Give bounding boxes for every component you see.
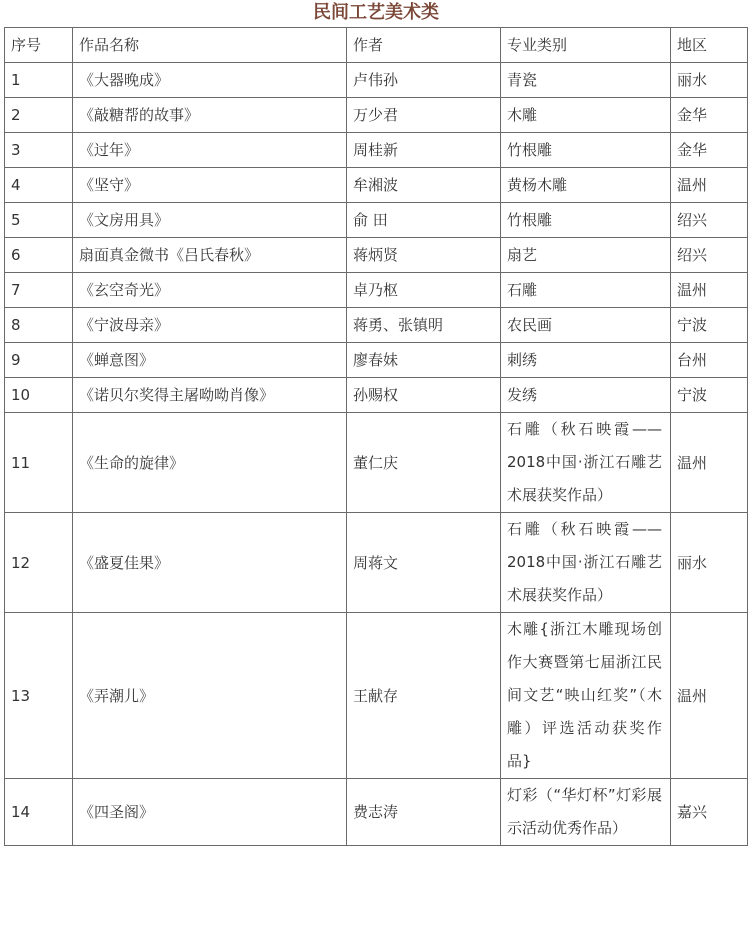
cell-category: 木雕{浙江木雕现场创作大赛暨第七届浙江民间文艺“映山红奖”（木雕）评选活动获奖作品} bbox=[501, 613, 671, 779]
cell-author: 董仁庆 bbox=[347, 413, 501, 513]
cell-work: 《生命的旋律》 bbox=[73, 413, 347, 513]
cell-work: 《四圣阁》 bbox=[73, 779, 347, 846]
cell-work: 扇面真金微书《吕氏春秋》 bbox=[73, 238, 347, 273]
table-header-row bbox=[5, 28, 748, 63]
cell-no: 7 bbox=[5, 273, 73, 308]
cell-category: 石雕（秋石映霞——2018中国·浙江石雕艺术展获奖作品） bbox=[501, 513, 671, 613]
table-body bbox=[5, 28, 748, 846]
cell-category: 灯彩（“华灯杯”灯彩展示活动优秀作品） bbox=[501, 779, 671, 846]
cell-work: 《诺贝尔奖得主屠呦呦肖像》 bbox=[73, 378, 347, 413]
cell-category: 木雕 bbox=[501, 98, 671, 133]
cell-category: 农民画 bbox=[501, 308, 671, 343]
table-title: 民间工艺美术类 bbox=[313, 2, 439, 23]
table-row bbox=[5, 203, 748, 238]
cell-region: 温州 bbox=[671, 273, 748, 308]
cell-no: 3 bbox=[5, 133, 73, 168]
table-row bbox=[5, 343, 748, 378]
cell-author: 蒋炳贤 bbox=[347, 238, 501, 273]
cell-no: 8 bbox=[5, 308, 73, 343]
cell-work: 《蝉意图》 bbox=[73, 343, 347, 378]
table-row bbox=[5, 168, 748, 203]
cell-work: 《坚守》 bbox=[73, 168, 347, 203]
cell-no: 13 bbox=[5, 613, 73, 779]
table-row bbox=[5, 133, 748, 168]
table-row bbox=[5, 273, 748, 308]
table-row bbox=[5, 779, 748, 846]
header-cell-work: 作品名称 bbox=[73, 28, 347, 63]
cell-region: 温州 bbox=[671, 413, 748, 513]
header-cell-author: 作者 bbox=[347, 28, 501, 63]
cell-region: 丽水 bbox=[671, 513, 748, 613]
cell-no: 9 bbox=[5, 343, 73, 378]
table-row bbox=[5, 63, 748, 98]
cell-author: 廖春妹 bbox=[347, 343, 501, 378]
table-row bbox=[5, 98, 748, 133]
cell-region: 金华 bbox=[671, 98, 748, 133]
cell-category: 黄杨木雕 bbox=[501, 168, 671, 203]
cell-work: 《玄空奇光》 bbox=[73, 273, 347, 308]
cell-no: 10 bbox=[5, 378, 73, 413]
cell-region: 宁波 bbox=[671, 308, 748, 343]
cell-region: 嘉兴 bbox=[671, 779, 748, 846]
cell-category: 扇艺 bbox=[501, 238, 671, 273]
cell-author: 周蒋文 bbox=[347, 513, 501, 613]
cell-category: 青瓷 bbox=[501, 63, 671, 98]
header-cell-category: 专业类别 bbox=[501, 28, 671, 63]
works-table bbox=[4, 27, 748, 846]
cell-work: 《敲糖帮的故事》 bbox=[73, 98, 347, 133]
cell-author: 卓乃枢 bbox=[347, 273, 501, 308]
table-row bbox=[5, 308, 748, 343]
table-row bbox=[5, 513, 748, 613]
cell-author: 周桂新 bbox=[347, 133, 501, 168]
table-row bbox=[5, 378, 748, 413]
cell-region: 温州 bbox=[671, 613, 748, 779]
cell-no: 14 bbox=[5, 779, 73, 846]
cell-author: 万少君 bbox=[347, 98, 501, 133]
cell-author: 孙赐权 bbox=[347, 378, 501, 413]
cell-region: 台州 bbox=[671, 343, 748, 378]
table-row bbox=[5, 613, 748, 779]
header-cell-no: 序号 bbox=[5, 28, 73, 63]
cell-work: 《宁波母亲》 bbox=[73, 308, 347, 343]
cell-author: 王献存 bbox=[347, 613, 501, 779]
cell-author: 卢伟孙 bbox=[347, 63, 501, 98]
cell-region: 金华 bbox=[671, 133, 748, 168]
cell-work: 《过年》 bbox=[73, 133, 347, 168]
cell-category: 石雕 bbox=[501, 273, 671, 308]
cell-work: 《大器晚成》 bbox=[73, 63, 347, 98]
table-row bbox=[5, 413, 748, 513]
cell-author: 俞 田 bbox=[347, 203, 501, 238]
cell-region: 绍兴 bbox=[671, 238, 748, 273]
cell-category: 石雕（秋石映霞——2018中国·浙江石雕艺术展获奖作品） bbox=[501, 413, 671, 513]
cell-author: 费志涛 bbox=[347, 779, 501, 846]
header-cell-region: 地区 bbox=[671, 28, 748, 63]
cell-no: 2 bbox=[5, 98, 73, 133]
cell-no: 6 bbox=[5, 238, 73, 273]
cell-category: 竹根雕 bbox=[501, 203, 671, 238]
cell-region: 宁波 bbox=[671, 378, 748, 413]
cell-region: 温州 bbox=[671, 168, 748, 203]
cell-author: 蒋勇、张镇明 bbox=[347, 308, 501, 343]
cell-no: 5 bbox=[5, 203, 73, 238]
cell-no: 4 bbox=[5, 168, 73, 203]
cell-work: 《盛夏佳果》 bbox=[73, 513, 347, 613]
table-row bbox=[5, 238, 748, 273]
cell-region: 丽水 bbox=[671, 63, 748, 98]
cell-category: 竹根雕 bbox=[501, 133, 671, 168]
cell-no: 11 bbox=[5, 413, 73, 513]
cell-no: 12 bbox=[5, 513, 73, 613]
cell-author: 牟湘波 bbox=[347, 168, 501, 203]
cell-no: 1 bbox=[5, 63, 73, 98]
cell-region: 绍兴 bbox=[671, 203, 748, 238]
cell-category: 发绣 bbox=[501, 378, 671, 413]
cell-category: 刺绣 bbox=[501, 343, 671, 378]
cell-work: 《弄潮儿》 bbox=[73, 613, 347, 779]
cell-work: 《文房用具》 bbox=[73, 203, 347, 238]
